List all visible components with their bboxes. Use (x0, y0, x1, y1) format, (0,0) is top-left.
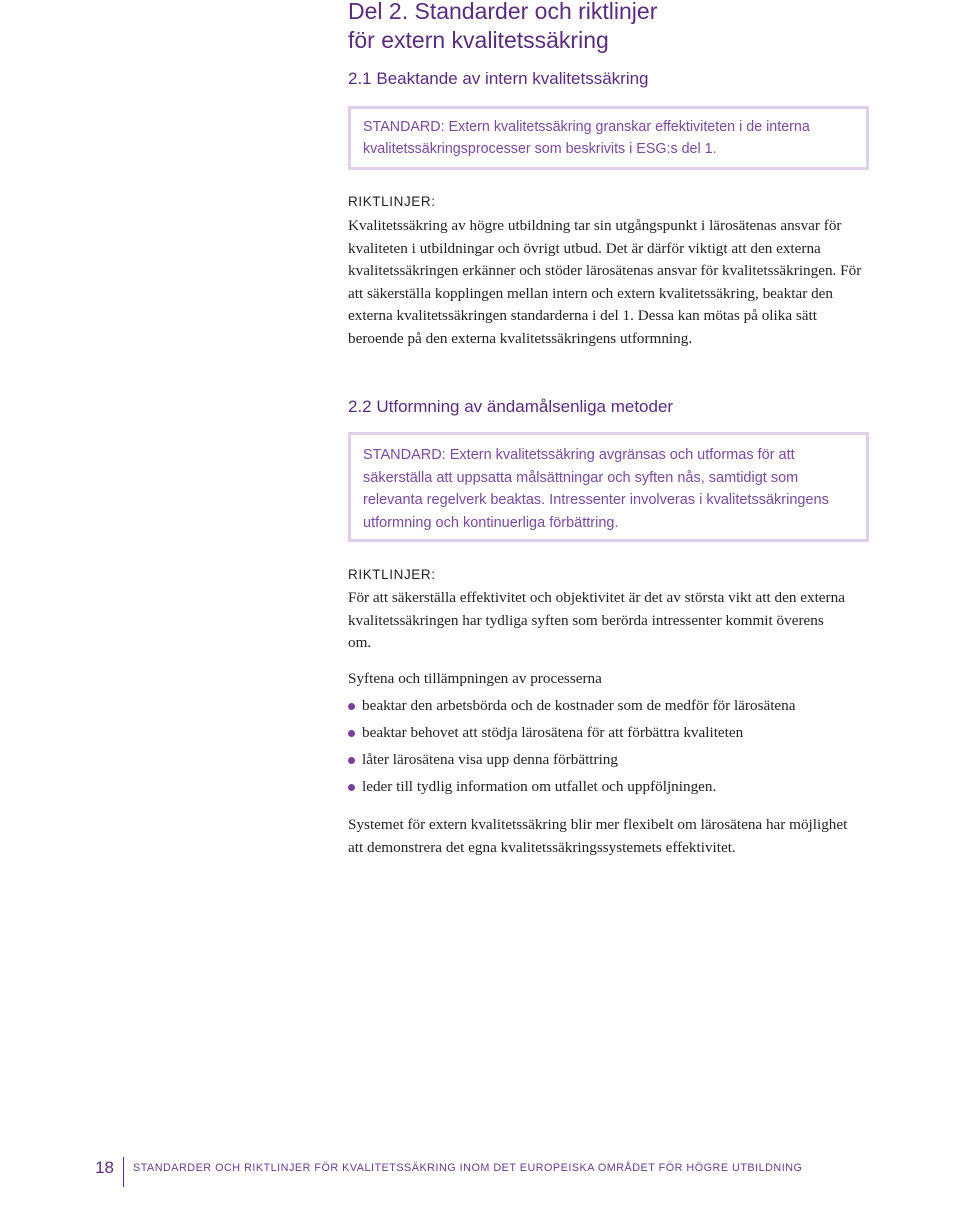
chapter-heading-line2: för extern kvalitetssäkring (348, 27, 609, 53)
list-item: beaktar behovet att stödja lärosätena för att förbättra kvaliteten (348, 722, 888, 749)
chapter-heading-line1: Del 2. Standarder och riktlinjer (348, 0, 658, 24)
bullet-list (348, 695, 888, 803)
list-intro: Syftena och tillämpningen av processerna (348, 670, 602, 687)
page-number: 18 (95, 1158, 114, 1177)
list-item: beaktar den arbetsbörda och de kostnader som de medför för lärosätena (348, 695, 888, 722)
section-2-1-guidelines-text: Kvalitetssäkring av högre utbildning tar sin utgångspunkt i lärosätenas ansvar för kvaliteten i utbildningar och övrigt utbud. Det är därför viktigt att den externa kvalitetssäkringen erkänner och stöder lärosätenas ansvar för kvalitetssäkringen. För att säkerställa kopplingen mellan intern och extern kvalitetssäkring, beaktar den externa kvalitetssäkringen standarderna i del 1. Dessa kan mötas på olika sätt beroende på den externa kvalitetssäkringens utformning. (348, 217, 862, 347)
closing-paragraph: Systemet för extern kvalitetssäkring blir mer flexibelt om lärosätena har möjlighet att demonstrera det egna kvalitetssäkringssystemets effektivitet. (348, 816, 848, 856)
section-2-2-standard-box (348, 432, 869, 542)
section-2-2-guidelines-text: För att säkerställa effektivitet och objektivitet är det av största vikt att den externa kvalitetssäkringen har tydliga syften som berörda intressenter kommit överens om. (348, 589, 845, 652)
list-item: leder till tydlig information om utfallet och uppföljningen. (348, 776, 888, 803)
footer-divider (123, 1157, 124, 1187)
bullet-dot-icon (348, 703, 355, 710)
section-2-2-guidelines-label: RIKTLINJER: (348, 567, 436, 582)
section-2-1-title: 2.1 Beaktande av intern kvalitetssäkring (348, 69, 649, 88)
list-item: låter lärosätena visa upp denna förbättring (348, 749, 888, 776)
running-title: STANDARDER OCH RIKTLINJER FÖR KVALITETSSÄKRING INOM DET EUROPEISKA OMRÅDET FÖR HÖGRE UTBILDNING (133, 1162, 803, 1174)
section-2-2-standard-text: STANDARD: Extern kvalitetssäkring avgränsas och utformas för att säkerställa att uppsatta målsättningar och syften nås, samtidigt som relevanta regelverk beaktas. Intressenter involveras i kvalitetssäkringens utformning och kontinuerliga förbättring. (363, 447, 829, 531)
bullet-dot-icon (348, 757, 355, 764)
section-2-1-guidelines-label: RIKTLINJER: (348, 194, 436, 209)
bullet-dot-icon (348, 730, 355, 737)
section-2-1-standard-text: STANDARD: Extern kvalitetssäkring granskar effektiviteten i de interna kvalitetssäkringsprocesser som beskrivits i ESG:s del 1. (363, 119, 810, 157)
chapter-heading (348, 0, 908, 55)
bullet-dot-icon (348, 784, 355, 791)
section-2-1-standard-box (348, 106, 869, 170)
section-2-2-title: 2.2 Utformning av ändamålsenliga metoder (348, 397, 674, 416)
